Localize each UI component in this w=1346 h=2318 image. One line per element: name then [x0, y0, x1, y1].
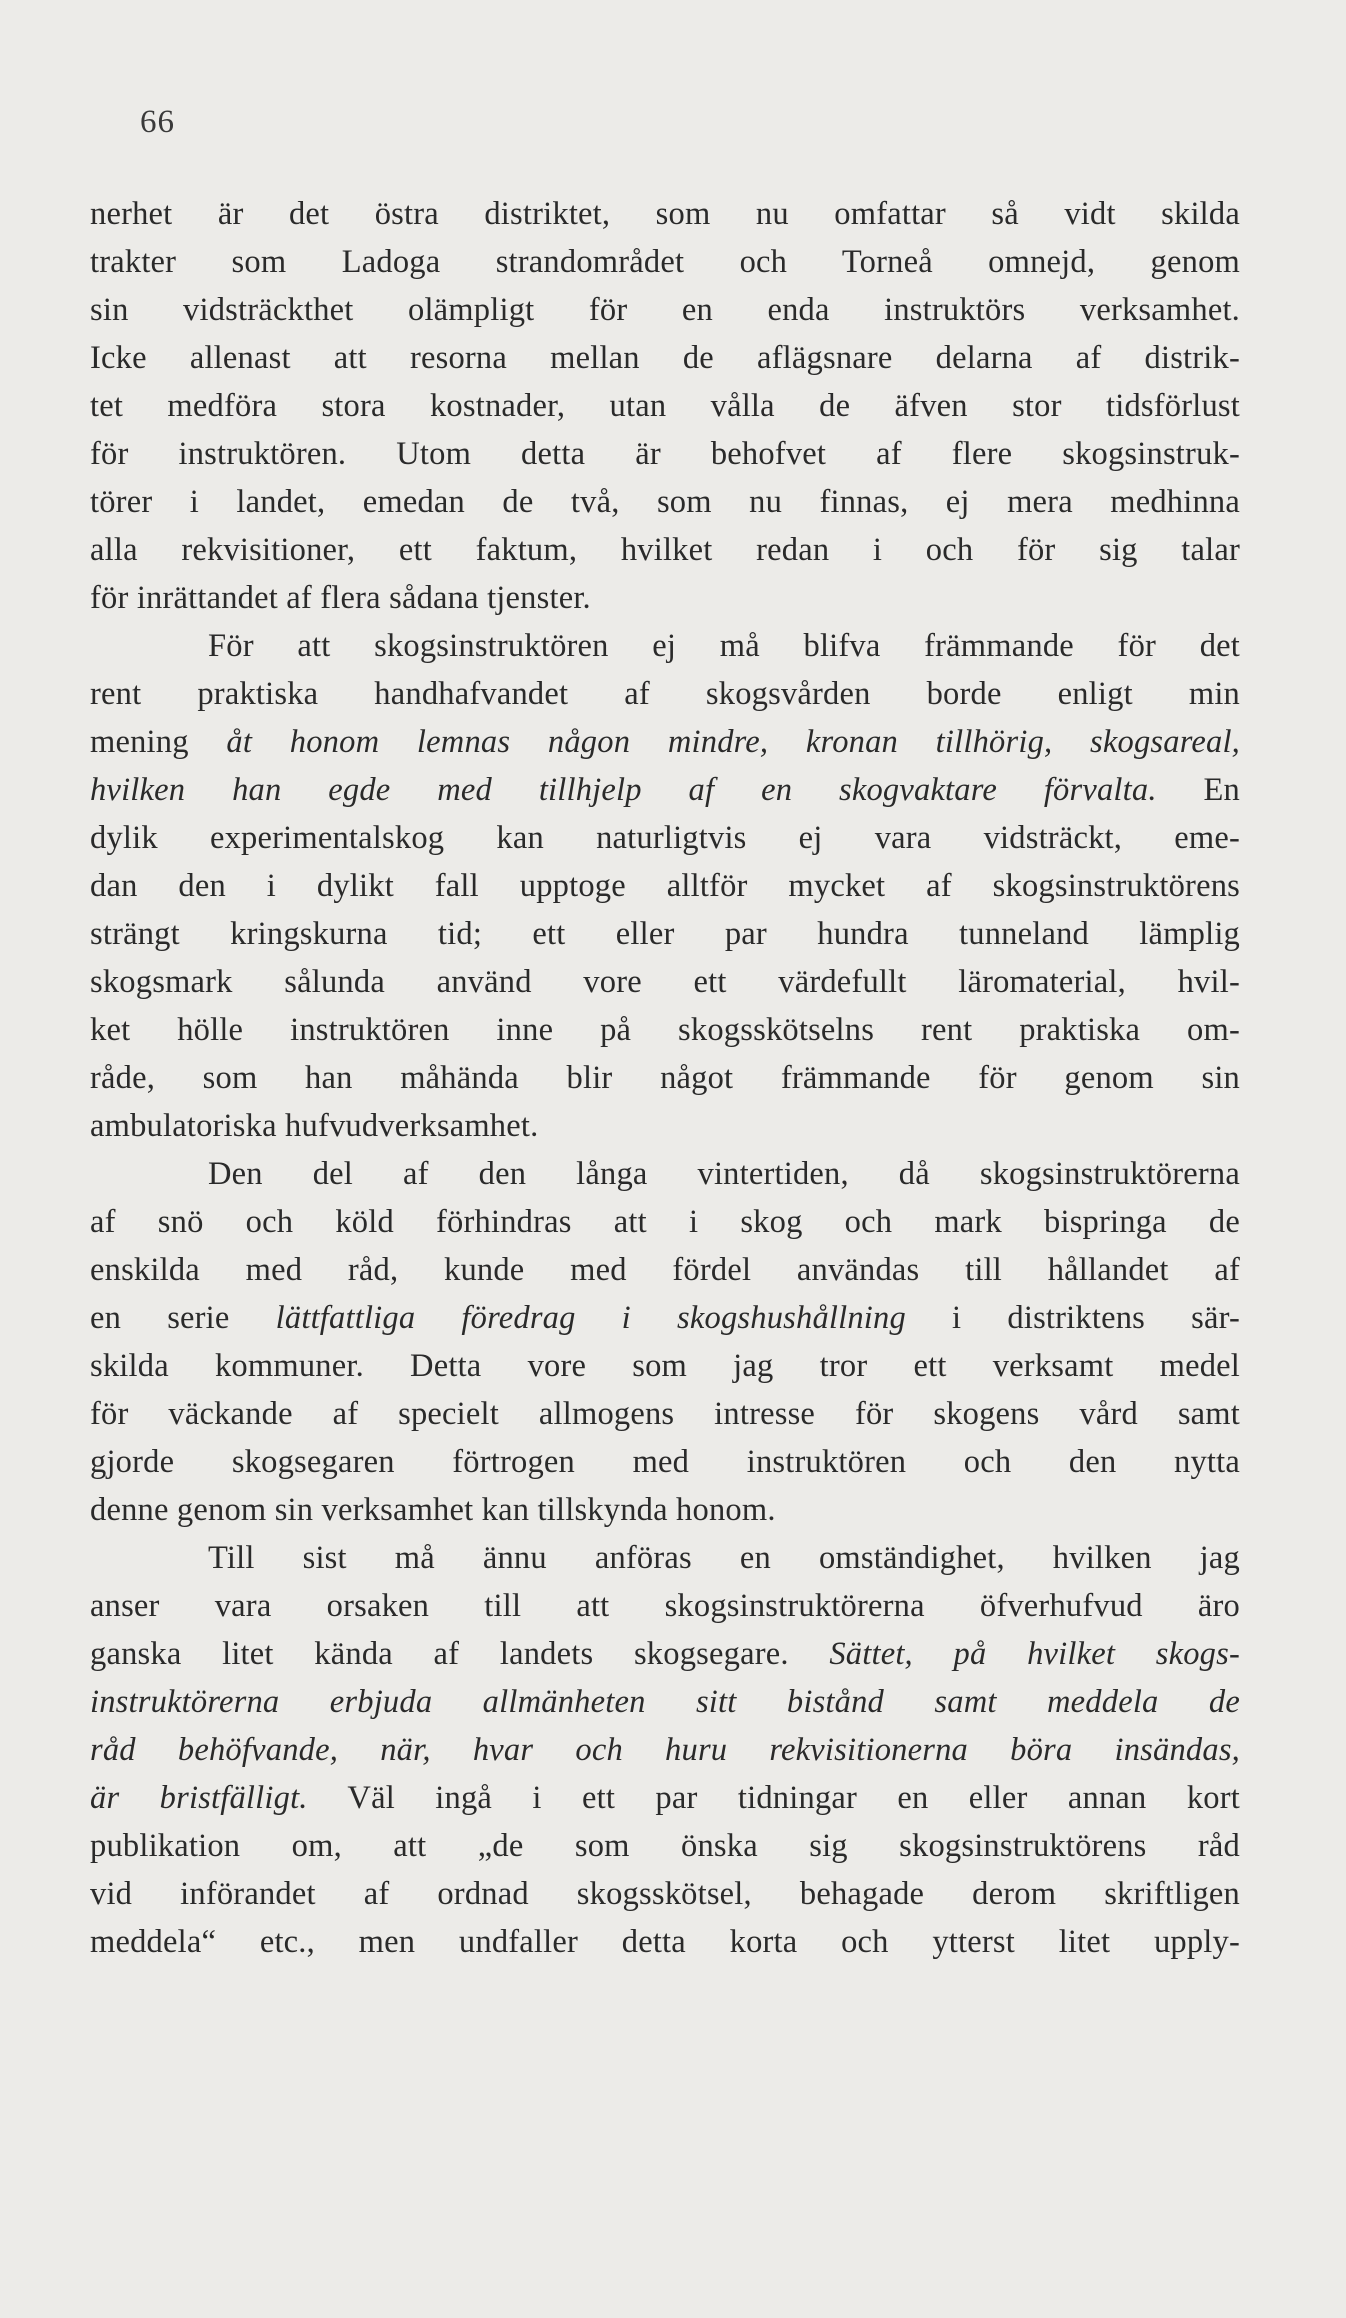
italic-text: åt honom lemnas någon mindre, kronan tillhörig, skogsareal, [226, 724, 1240, 760]
text-run: Väl ingå i ett par tidningar en eller annan kort [307, 1780, 1240, 1816]
text-line [90, 1870, 1240, 1918]
text-line [90, 1390, 1240, 1438]
text-line [90, 286, 1240, 334]
text-line [90, 1198, 1240, 1246]
text-line [90, 334, 1240, 382]
text-run: mening [90, 724, 227, 760]
page-number: 66 [140, 104, 175, 140]
text-line [90, 1006, 1240, 1054]
text-line [90, 1342, 1240, 1390]
text-line [90, 718, 1240, 766]
text-run: För att skogsinstruktören ej må blifva främmande för det [208, 628, 1240, 664]
text-run: i distriktens sär- [905, 1300, 1240, 1336]
text-run: rent praktiska handhafvandet af skogsvården borde enligt min [90, 676, 1240, 712]
text-run: för väckande af specielt allmogens intresse för skogens vård samt [90, 1396, 1240, 1432]
text-run: anser vara orsaken till att skogsinstruktörerna öfverhufvud äro [90, 1588, 1240, 1624]
italic-text: instruktörerna erbjuda allmänheten sitt bistånd samt meddela de [90, 1684, 1240, 1720]
text-run: dylik experimentalskog kan naturligtvis ej vara vidsträckt, eme- [90, 820, 1240, 856]
text-line [90, 1246, 1240, 1294]
text-line [90, 1438, 1240, 1486]
text-run: ambulatoriska hufvudverksamhet. [90, 1108, 539, 1144]
italic-text: Sättet, på hvilket skogs- [829, 1636, 1240, 1672]
text-line [90, 910, 1240, 958]
italic-text: är bristfälligt. [90, 1780, 308, 1816]
italic-text: hvilken han egde med tillhjelp af en skogvaktare förvalta. [90, 772, 1157, 808]
text-run: enskilda med råd, kunde med fördel användas till hållandet af [90, 1252, 1240, 1288]
text-run: sin vidsträckthet olämpligt för en enda instruktörs verksamhet. [90, 292, 1240, 328]
text-line [90, 1534, 1240, 1582]
text-run: publikation om, att „de som önska sig skogsinstruktörens råd [90, 1828, 1240, 1864]
text-line [90, 238, 1240, 286]
text-line [90, 526, 1240, 574]
text-line [90, 814, 1240, 862]
text-line [90, 382, 1240, 430]
text-line [90, 478, 1240, 526]
text-line [90, 1822, 1240, 1870]
text-run: för instruktören. Utom detta är behofvet af flere skogsinstruk- [90, 436, 1240, 472]
text-run: Till sist må ännu anföras en omständighet, hvilken jag [208, 1540, 1240, 1576]
text-run: strängt kringskurna tid; ett eller par hundra tunneland lämplig [90, 916, 1240, 952]
text-line [90, 766, 1240, 814]
text-line [90, 1054, 1240, 1102]
text-line [90, 862, 1240, 910]
text-line [90, 622, 1240, 670]
text-line [90, 1294, 1240, 1342]
text-run: Icke allenast att resorna mellan de aflägsnare delarna af distrik- [90, 340, 1240, 376]
text-line [90, 1918, 1240, 1966]
body-text [90, 190, 1240, 1966]
text-run: nerhet är det östra distriktet, som nu omfattar så vidt skilda [90, 196, 1240, 232]
text-line [90, 1774, 1240, 1822]
text-run: skogsmark sålunda använd vore ett värdefullt läromaterial, hvil- [90, 964, 1240, 1000]
text-run: af snö och köld förhindras att i skog och mark bispringa de [90, 1204, 1240, 1240]
italic-text: råd behöfvande, när, hvar och huru rekvisitionerna böra insändas, [90, 1732, 1240, 1768]
text-run: gjorde skogsegaren förtrogen med instruktören och den nytta [90, 1444, 1240, 1480]
text-run: råde, som han måhända blir något främmande för genom sin [90, 1060, 1240, 1096]
text-run: Den del af den långa vintertiden, då skogsinstruktörerna [208, 1156, 1240, 1192]
text-run: en serie [90, 1300, 276, 1336]
text-line [90, 1726, 1240, 1774]
text-run: En [1156, 772, 1241, 808]
text-line [90, 190, 1240, 238]
text-line [90, 1678, 1240, 1726]
text-run: alla rekvisitioner, ett faktum, hvilket redan i och för sig talar [90, 532, 1240, 568]
text-run: dan den i dylikt fall upptoge alltför mycket af skogsinstruktörens [90, 868, 1240, 904]
text-run: ket hölle instruktören inne på skogsskötselns rent praktiska om- [90, 1012, 1240, 1048]
text-line [90, 1486, 1240, 1534]
text-run: meddela“ etc., men undfaller detta korta och ytterst litet upply- [90, 1924, 1240, 1960]
text-line [90, 670, 1240, 718]
italic-text: lättfattliga föredrag i skogshushållning [275, 1300, 906, 1336]
text-line [90, 1630, 1240, 1678]
text-run: tet medföra stora kostnader, utan vålla de äfven stor tidsförlust [90, 388, 1240, 424]
text-run: törer i landet, emedan de två, som nu finnas, ej mera medhinna [90, 484, 1240, 520]
text-run: ganska litet kända af landets skogsegare. [90, 1636, 830, 1672]
text-line [90, 430, 1240, 478]
text-run: skilda kommuner. Detta vore som jag tror ett verksamt medel [90, 1348, 1240, 1384]
text-line [90, 1102, 1240, 1150]
text-line [90, 1582, 1240, 1630]
text-line [90, 574, 1240, 622]
text-run: för inrättandet af flera sådana tjenster. [90, 580, 591, 616]
text-run: trakter som Ladoga strandområdet och Torneå omnejd, genom [90, 244, 1240, 280]
text-run: vid införandet af ordnad skogsskötsel, behagade derom skriftligen [90, 1876, 1240, 1912]
text-line [90, 958, 1240, 1006]
text-run: denne genom sin verksamhet kan tillskynda honom. [90, 1492, 776, 1528]
text-line [90, 1150, 1240, 1198]
